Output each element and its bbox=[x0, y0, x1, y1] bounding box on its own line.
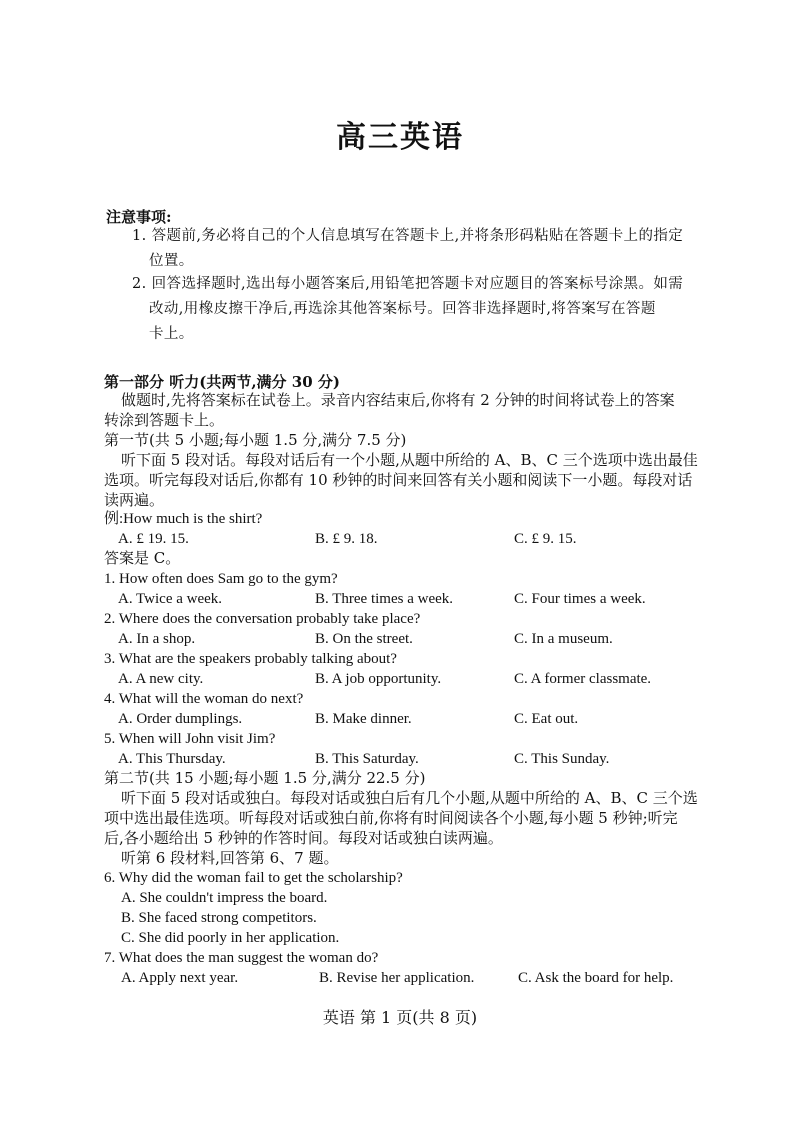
question-2-option-a: A. In a shop. bbox=[118, 631, 196, 647]
page-title: 高三英语 bbox=[336, 120, 464, 155]
section2-instr-line-2: 项中选出最佳选项。听每段对话或独白前,你将有时间阅读各个小题,每小题 5 秒钟;听完 bbox=[104, 809, 678, 827]
question-5-option-a: A. This Thursday. bbox=[118, 751, 226, 767]
section1-instr-line-1: 听下面 5 段对话。每段对话后有一个小题,从题中所给的 A、B、C 三个选项中选出最佳 bbox=[121, 451, 698, 469]
notice-heading: 注意事项: bbox=[106, 208, 172, 226]
question-7: 7. What does the man suggest the woman do? bbox=[104, 950, 379, 966]
page-footer: 英语 第 1 页(共 8 页) bbox=[322, 1008, 478, 1027]
part1-heading: 第一部分 听力(共两节,满分 30 分) bbox=[104, 373, 340, 391]
example-answer: 答案是 C。 bbox=[104, 549, 181, 567]
section1-heading: 第一节(共 5 小题;每小题 1.5 分,满分 7.5 分) bbox=[104, 431, 407, 449]
question-6: 6. Why did the woman fail to get the scholarship? bbox=[104, 870, 403, 886]
question-4-option-b: B. Make dinner. bbox=[315, 711, 412, 727]
notice-item-2-line-3: 卡上。 bbox=[149, 326, 194, 342]
question-1-option-c: C. Four times a week. bbox=[514, 591, 646, 607]
question-3-option-c: C. A former classmate. bbox=[514, 671, 652, 687]
notice-item-2-line-2: 改动,用橡皮擦干净后,再选涂其他答案标号。回答非选择题时,将答案写在答题 bbox=[149, 301, 656, 317]
question-5: 5. When will John visit Jim? bbox=[104, 731, 276, 747]
question-4: 4. What will the woman do next? bbox=[104, 691, 304, 707]
example-option-b: B. £ 9. 18. bbox=[315, 531, 378, 547]
question-6-option-b: B. She faced strong competitors. bbox=[121, 910, 317, 926]
question-6-option-a: A. She couldn't impress the board. bbox=[121, 890, 328, 906]
section2-instr-line-1: 听下面 5 段对话或独白。每段对话或独白后有几个小题,从题中所给的 A、B、C 三个选 bbox=[121, 789, 698, 807]
question-4-option-c: C. Eat out. bbox=[514, 711, 579, 727]
question-7-option-c: C. Ask the board for help. bbox=[518, 970, 674, 986]
question-6-option-c: C. She did poorly in her application. bbox=[121, 930, 340, 946]
part1-intro-line-2: 转涂到答题卡上。 bbox=[104, 411, 225, 429]
question-1-option-b: B. Three times a week. bbox=[315, 591, 454, 607]
question-4-option-a: A. Order dumplings. bbox=[118, 711, 243, 727]
question-5-option-b: B. This Saturday. bbox=[315, 751, 419, 767]
part1-intro-line-1: 做题时,先将答案标在试卷上。录音内容结束后,你将有 2 分钟的时间将试卷上的答案 bbox=[121, 391, 675, 409]
question-3-option-a: A. A new city. bbox=[118, 671, 204, 687]
section1-instr-line-3: 读两遍。 bbox=[104, 491, 165, 509]
question-2-option-c: C. In a museum. bbox=[514, 631, 613, 647]
example-option-c: C. £ 9. 15. bbox=[514, 531, 577, 547]
question-2: 2. Where does the conversation probably take place? bbox=[104, 611, 421, 627]
example-question: 例:How much is the shirt? bbox=[104, 511, 263, 527]
question-7-option-b: B. Revise her application. bbox=[319, 970, 475, 986]
notice-item-2-line-1: 2. 回答选择题时,选出每小题答案后,用铅笔把答题卡对应题目的答案标号涂黑。如需 bbox=[132, 276, 684, 292]
question-7-option-a: A. Apply next year. bbox=[121, 970, 239, 986]
question-1: 1. How often does Sam go to the gym? bbox=[104, 571, 338, 587]
notice-item-1-line-1: 1. 答题前,务必将自己的个人信息填写在答题卡上,并将条形码粘贴在答题卡上的指定 bbox=[132, 228, 684, 244]
notice-item-1-line-2: 位置。 bbox=[149, 253, 194, 269]
section1-instr-line-2: 选项。听完每段对话后,你都有 10 秒钟的时间来回答有关小题和阅读下一小题。每段对话 bbox=[104, 471, 693, 489]
question-1-option-a: A. Twice a week. bbox=[118, 591, 223, 607]
example-option-a: A. £ 19. 15. bbox=[118, 531, 189, 547]
section2-material: 听第 6 段材料,回答第 6、7 题。 bbox=[121, 849, 339, 867]
section2-heading: 第二节(共 15 小题;每小题 1.5 分,满分 22.5 分) bbox=[104, 769, 426, 787]
question-3-option-b: B. A job opportunity. bbox=[315, 671, 442, 687]
section2-instr-line-3: 后,各小题给出 5 秒钟的作答时间。每段对话或独白读两遍。 bbox=[104, 829, 503, 847]
question-3: 3. What are the speakers probably talking about? bbox=[104, 651, 397, 667]
question-2-option-b: B. On the street. bbox=[315, 631, 413, 647]
question-5-option-c: C. This Sunday. bbox=[514, 751, 610, 767]
